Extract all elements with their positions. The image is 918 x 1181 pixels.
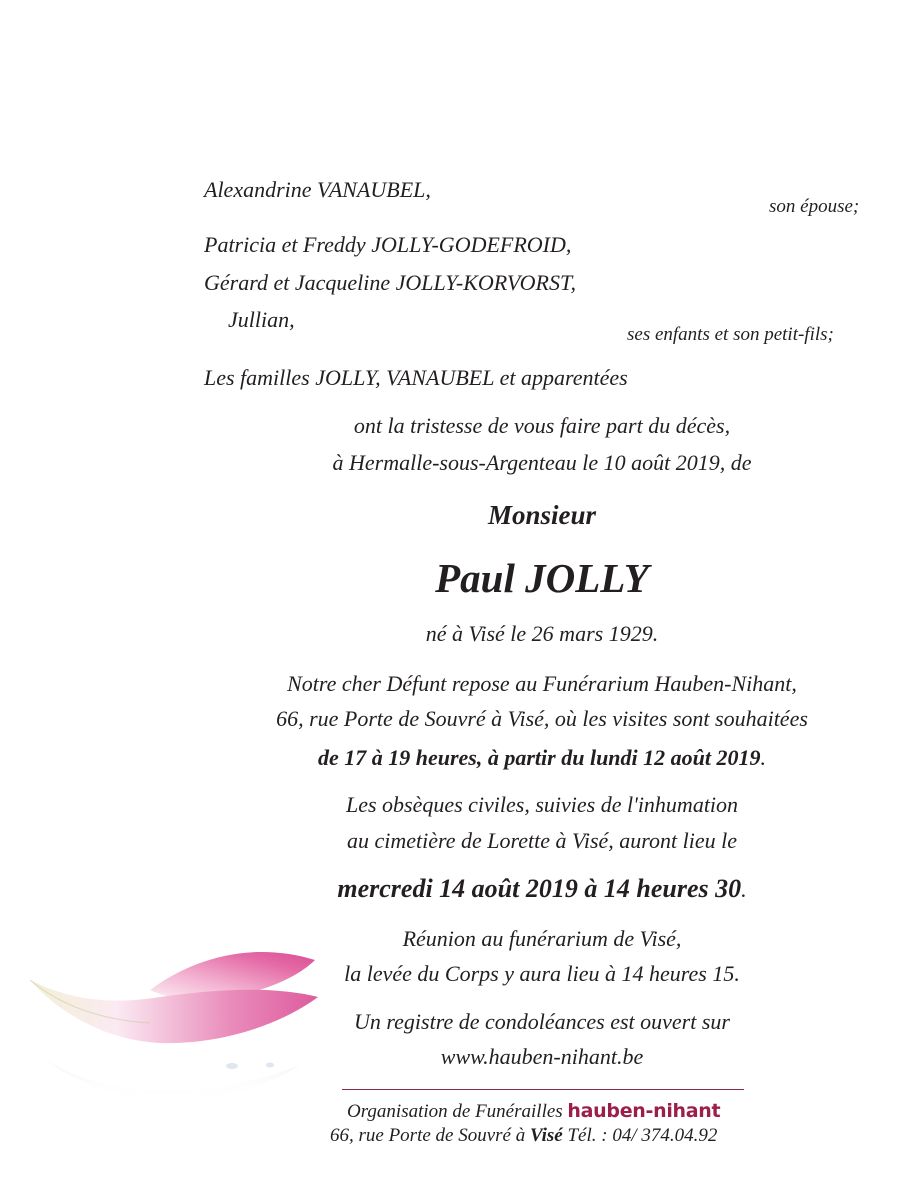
footer-organisation	[347, 1100, 720, 1123]
children-role: ses enfants et son petit-fils;	[627, 324, 834, 345]
funeral-date-period: .	[741, 877, 747, 902]
gathering-line-1: Réunion au funérarium de Visé,	[402, 926, 682, 951]
footer-phone: Tél. : 04/ 374.04.92	[567, 1125, 718, 1146]
extended-family: Les familles JOLLY, VANAUBEL et apparentées	[204, 365, 628, 390]
condolences-url[interactable]: www.hauben-nihant.be	[440, 1044, 644, 1069]
funeral-date-text: mercredi 14 août 2019 à 14 heures 30	[337, 874, 742, 903]
visitation-hours-period: .	[760, 745, 766, 770]
announcement-line-1: ont la tristesse de vous faire part du décès,	[353, 413, 731, 438]
grandchild-name: Jullian,	[228, 307, 295, 332]
footer-divider	[342, 1089, 744, 1090]
deceased-title: Monsieur	[487, 500, 597, 530]
deceased-name: Paul JOLLY	[435, 555, 649, 601]
announcement-line-2: à Hermalle-sous-Argenteau le 10 août 2019, de	[332, 450, 752, 475]
condolences-line: Un registre de condoléances est ouvert sur	[354, 1009, 730, 1034]
footer-org-label: Organisation de Funérailles	[347, 1101, 563, 1122]
spouse-role: son épouse;	[769, 196, 860, 217]
visitation-line-2: 66, rue Porte de Souvré à Visé, où les visites sont souhaitées	[276, 706, 808, 731]
funeral-line-2: au cimetière de Lorette à Visé, auront lieu le	[347, 828, 737, 853]
child-line-1: Patricia et Freddy JOLLY-GODEFROID,	[204, 232, 572, 257]
visitation-hours-text: de 17 à 19 heures, à partir du lundi 12 août 2019	[317, 745, 761, 770]
child-line-2: Gérard et Jacqueline JOLLY-KORVORST,	[204, 270, 577, 295]
funeral-date	[0, 873, 918, 905]
visitation-hours	[0, 745, 918, 771]
gathering-line-2: la levée du Corps y aura lieu à 14 heures 15.	[344, 961, 740, 986]
funeral-line-1: Les obsèques civiles, suivies de l'inhumation	[345, 792, 739, 817]
visitation-line-1: Notre cher Défunt repose au Funérarium Hauben-Nihant,	[287, 671, 797, 696]
footer-address-street: 66, rue Porte de Souvré à	[330, 1125, 526, 1146]
spouse-name: Alexandrine VANAUBEL,	[204, 177, 431, 202]
footer-address	[330, 1125, 717, 1147]
footer-city: Visé	[529, 1125, 563, 1146]
brand-logo: hauben-nihant	[567, 1100, 721, 1122]
birth-info: né à Visé le 26 mars 1929.	[425, 621, 659, 646]
